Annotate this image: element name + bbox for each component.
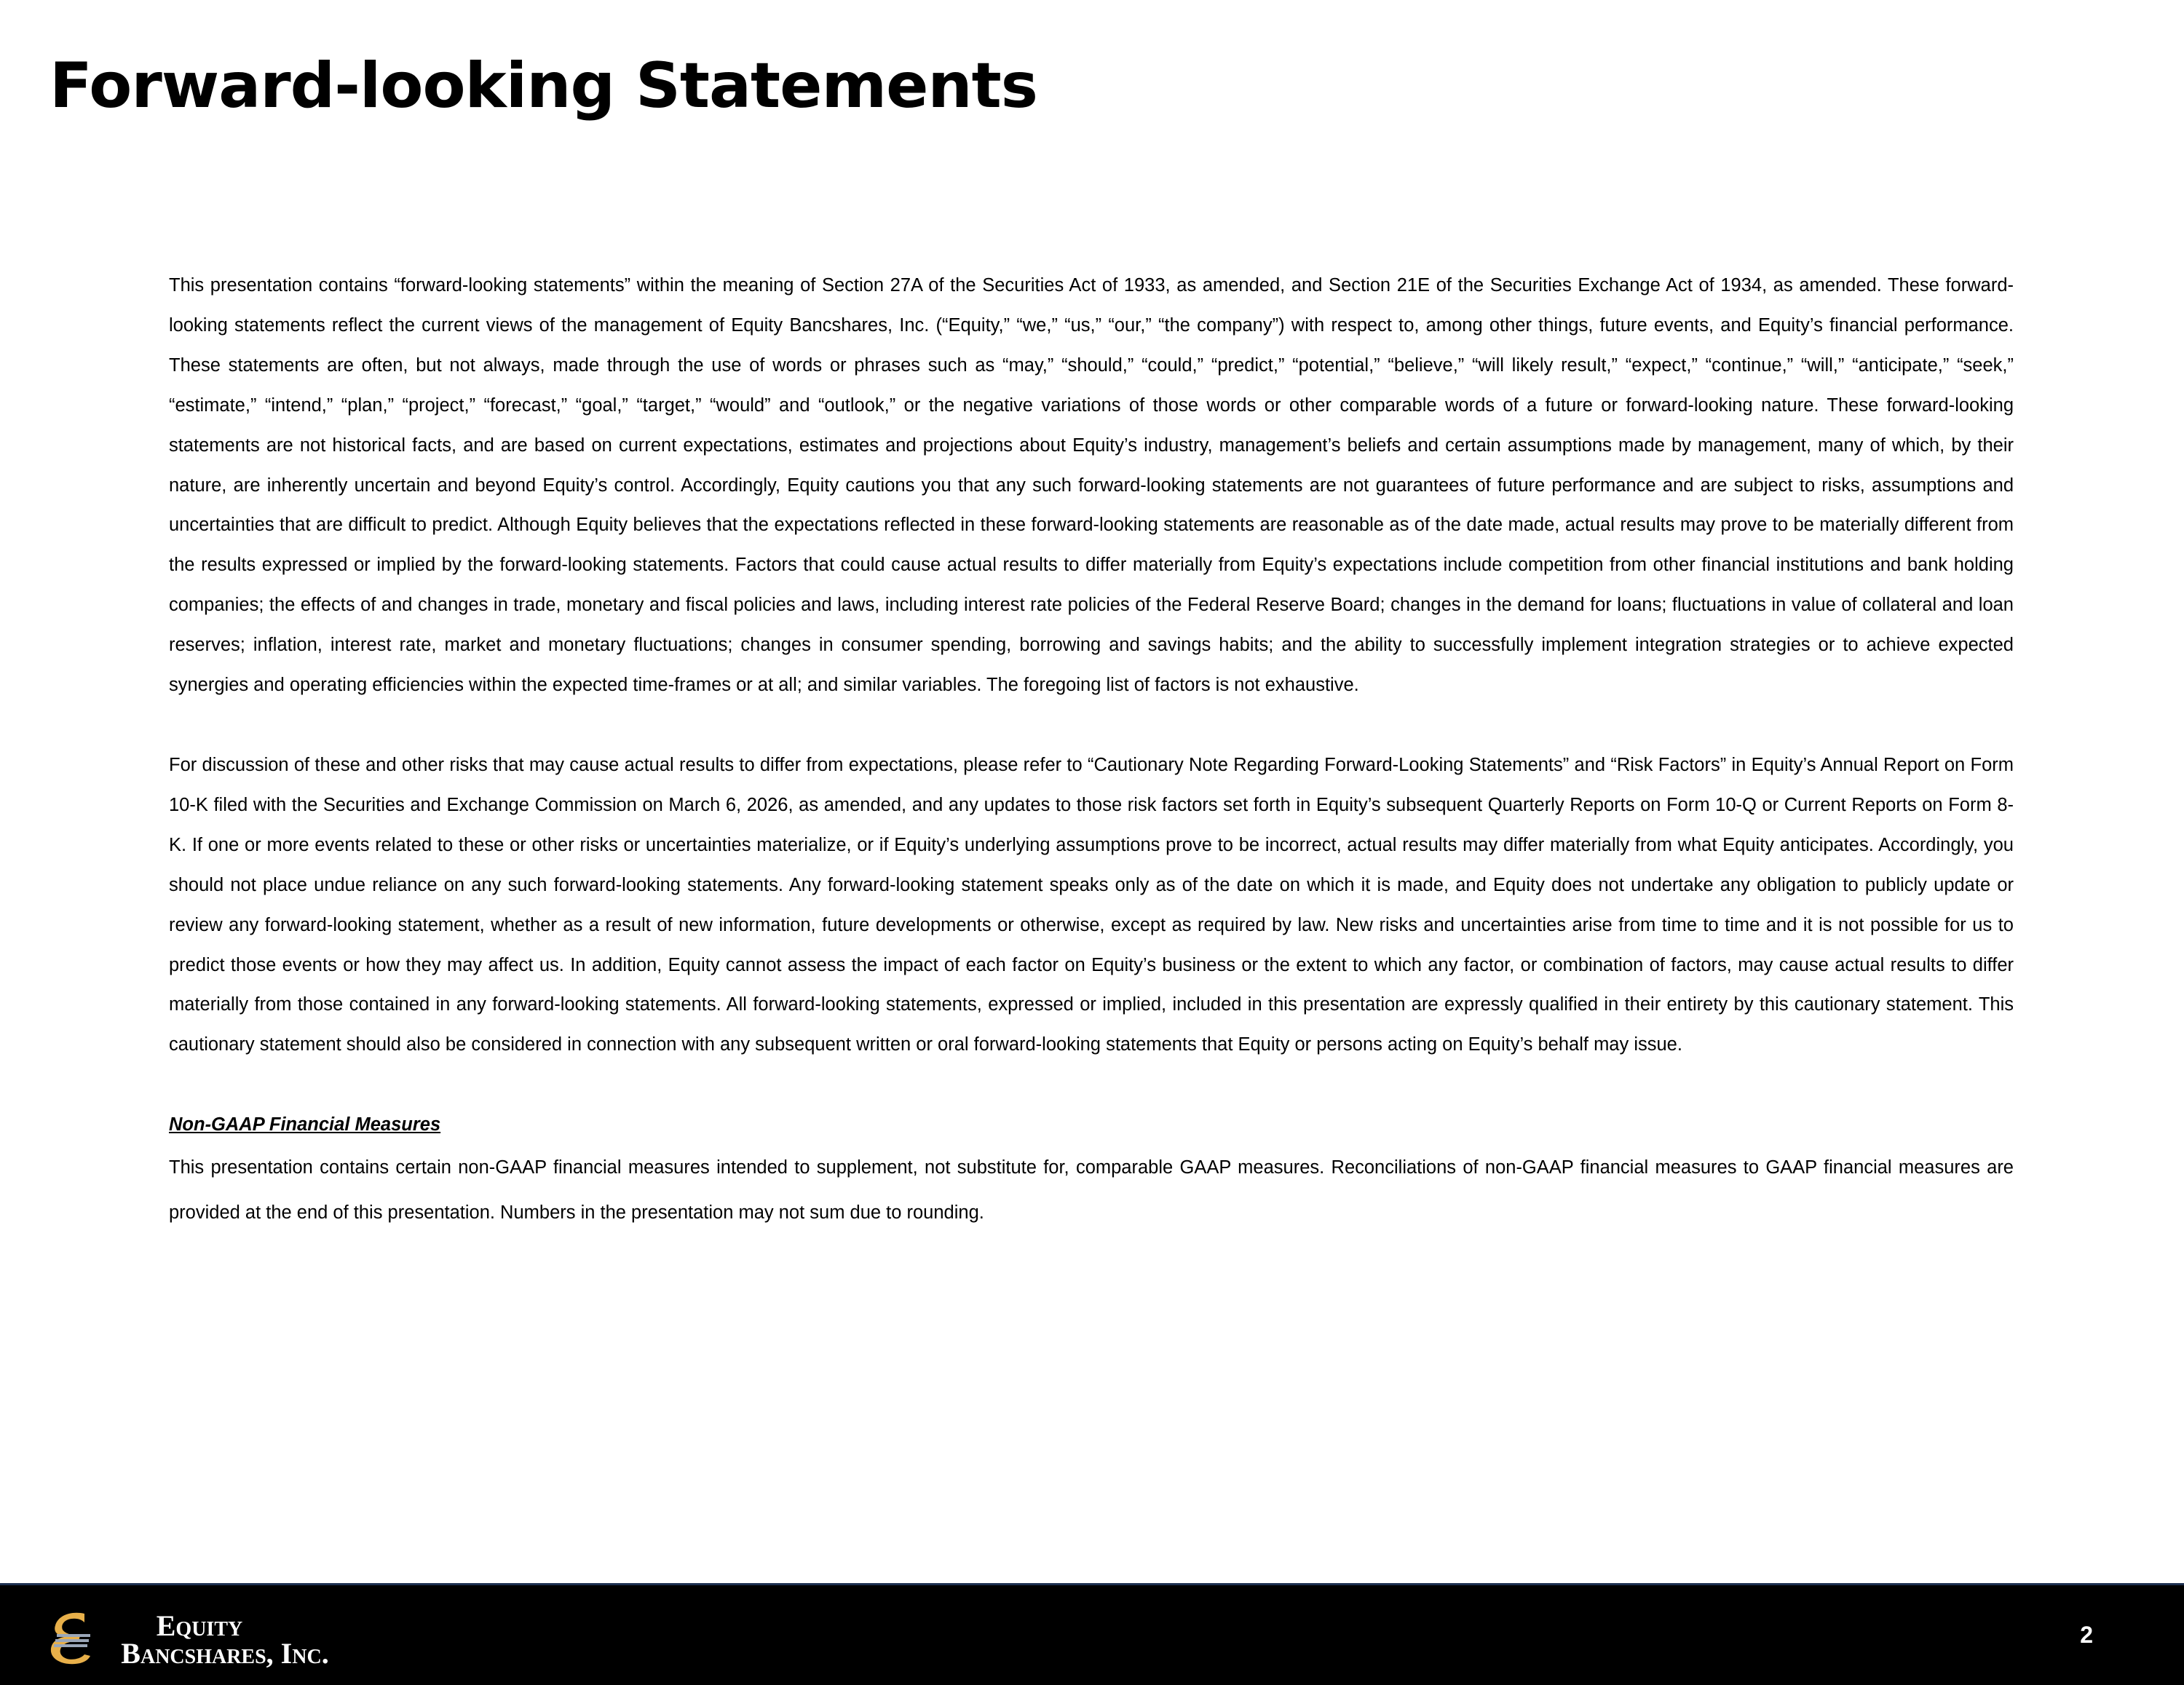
forward-looking-paragraph-2: For discussion of these and other risks that may cause actual results to differ from expectations, please refer to “Cautionary Note Regarding Forward-Looking Statements” and “Risk Factors” in Equity’s Annual Report on Form 10-K filed with the Securities and Exchange Commission on March 6, 2026, as amended, and any updates to those risk factors set forth in Equity’s subsequent Quarterly Reports on Form 10-Q or Current Reports on Form 8-K. If one or more events related to these or other risks or uncertainties materialize, or if Equity’s underlying assumptions prove to be incorrect, actual results may differ materially from what Equity anticipates. Accordingly, you should not place undue reliance on any such forward-looking statements. Any forward-looking statement speaks only as of the date on which it is made, and Equity does not undertake any obligation to publicly update or review any forward-looking statement, whether as a result of new information, future developments or otherwise, except as required by law. New risks and uncertainties arise from time to time and it is not possible for us to predict those events or how they may affect us. In addition, Equity cannot assess the impact of each factor on Equity’s business or the extent to which any factor, or combination of factors, may cause actual results to differ materially from those contained in any forward-looking statements. All forward-looking statements, expressed or implied, included in this presentation are expressly qualified in their entirety by this cautionary statement. This cautionary statement should also be considered in connection with any subsequent written or oral forward-looking statements that Equity or persons acting on Equity’s behalf may issue.	[169, 754, 2014, 1055]
logo-line-2: Bancshares, Inc.	[121, 1637, 329, 1670]
logo-line-1: Equity	[156, 1609, 243, 1642]
non-gaap-paragraph: This presentation contains certain non-GAAP financial measures intended to supplement, not substitute for, comparable GAAP measures. Reconciliations of non-GAAP financial measures to GAAP financial measures are provided at the end of this presentation. Numbers in the presentation may not sum due to rounding.	[169, 1157, 2014, 1224]
disclaimer-content	[169, 266, 2014, 1235]
page-title: Forward-looking Statements	[50, 49, 1037, 122]
forward-looking-paragraph-1: This presentation contains “forward-looking statements” within the meaning of Section 27A of the Securities Act of 1933, as amended, and Section 21E of the Securities Exchange Act of 1934, as amended. These forward-looking statements reflect the current views of the management of Equity Bancshares, Inc. (“Equity,” “we,” “us,” “our,” “the company”) with respect to, among other things, future events, and Equity’s financial performance. These statements are often, but not always, made through the use of words or phrases such as “may,” “should,” “could,” “predict,” “potential,” “believe,” “will likely result,” “expect,” “continue,” “will,” “anticipate,” “seek,” “estimate,” “intend,” “plan,” “project,” “forecast,” “goal,” “target,” “would” and “outlook,” or the negative variations of those words or other comparable words of a future or forward-looking nature. These forward-looking statements are not historical facts, and are based on current expectations, estimates and projections about Equity’s industry, management’s beliefs and certain assumptions made by management, many of which, by their nature, are inherently uncertain and beyond Equity’s control. Accordingly, Equity cautions you that any such forward-looking statements are not guarantees of future performance and are subject to risks, assumptions and uncertainties that are difficult to predict. Although Equity believes that the expectations reflected in these forward-looking statements are reasonable as of the date made, actual results may prove to be materially different from the results expressed or implied by the forward-looking statements. Factors that could cause actual results to differ materially from Equity’s expectations include competition from other financial institutions and bank holding companies; the effects of and changes in trade, monetary and fiscal policies and laws, including interest rate policies of the Federal Reserve Board; changes in the demand for loans; fluctuations in value of collateral and loan reserves; inflation, interest rate, market and monetary fluctuations; changes in consumer spending, borrowing and savings habits; and the ability to successfully implement integration strategies or to achieve expected synergies and operating efficiencies within the expected time-frames or at all; and similar variables. The foregoing list of factors is not exhaustive.	[169, 275, 2014, 696]
non-gaap-heading: Non-GAAP Financial Measures	[169, 1114, 441, 1135]
footer-bar	[0, 1583, 2184, 1685]
equity-e-logo-icon	[47, 1609, 95, 1668]
page-number: 2	[2080, 1622, 2093, 1648]
company-name	[98, 1609, 352, 1670]
company-logo	[47, 1609, 352, 1668]
